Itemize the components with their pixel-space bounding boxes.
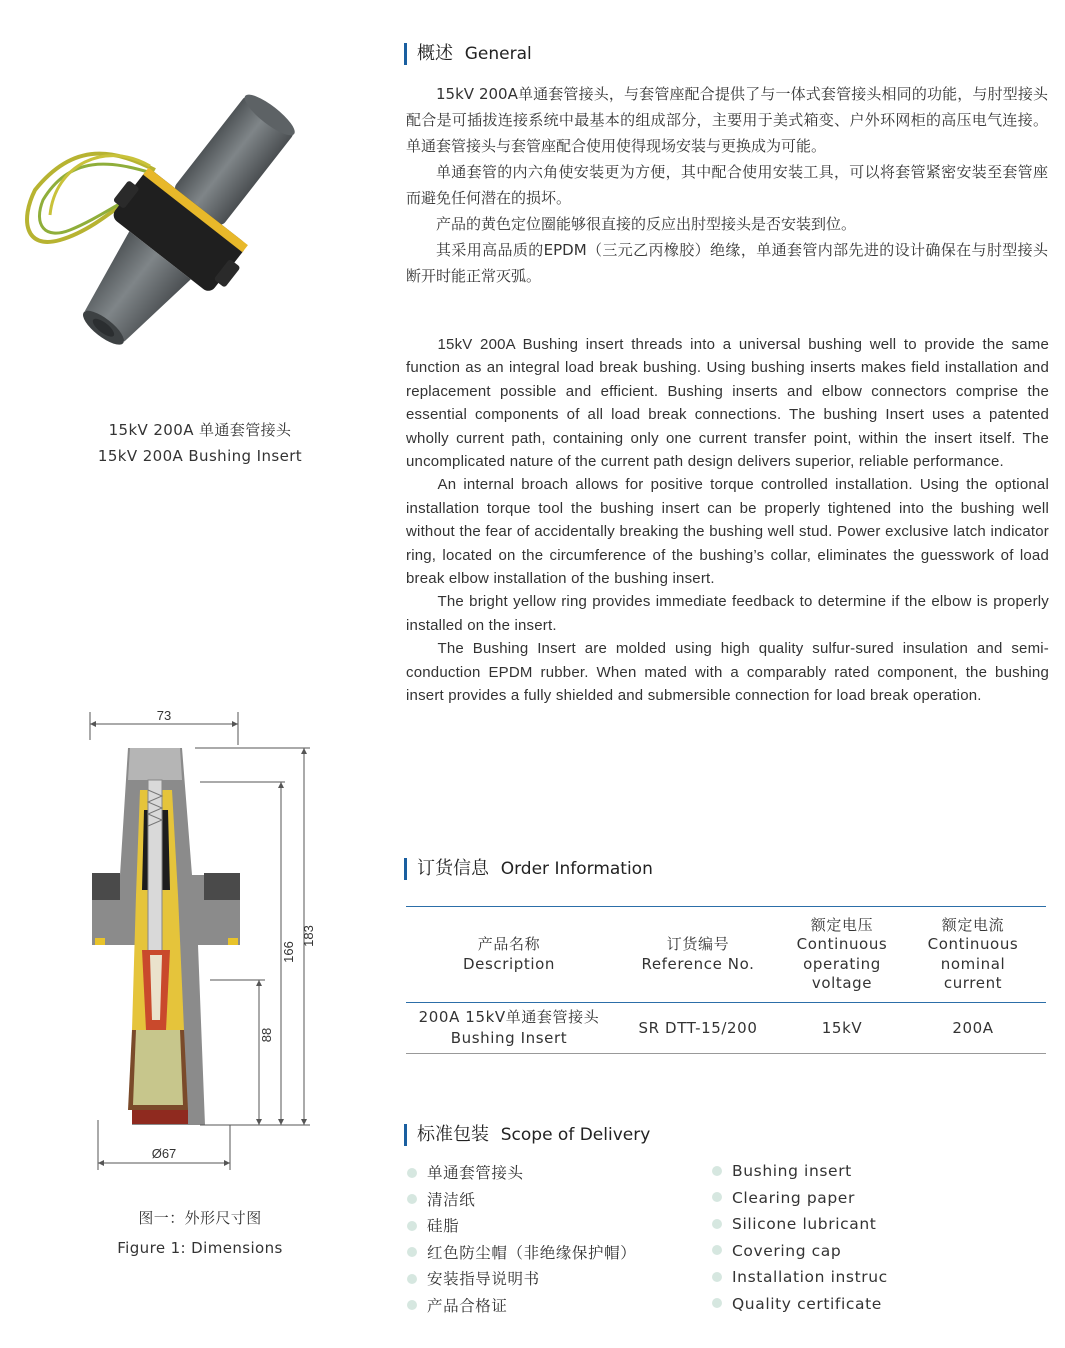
figure-caption-cn: 图一：外形尺寸图	[138, 1209, 262, 1227]
bullet-icon	[712, 1192, 722, 1202]
order-table-header	[406, 907, 1046, 1003]
cell-voltage: 15kV	[821, 1018, 863, 1037]
list-item: Bushing insert	[712, 1158, 888, 1185]
header-current: 额定电流 Continuous nominal current	[927, 915, 1019, 992]
bullet-icon	[407, 1194, 417, 1204]
general-title-cn: 概述	[417, 43, 453, 64]
general-cn-paragraph: 产品的黄色定位圈能够很直接的反应出肘型接头是否安装到位。	[436, 215, 857, 233]
list-item: 清洁纸	[407, 1187, 636, 1214]
list-item: Clearing paper	[712, 1185, 888, 1212]
order-table-wrap	[406, 906, 1046, 1054]
delivery-title-en: Scope of Delivery	[500, 1125, 651, 1145]
bullet-icon	[407, 1168, 417, 1178]
header-reference: 订货编号 Reference No.	[641, 935, 755, 973]
list-item: Installation instruc	[712, 1264, 888, 1291]
list-item: 单通套管接头	[407, 1160, 636, 1187]
dim-width-top: 73	[156, 708, 172, 723]
bullet-icon	[407, 1247, 417, 1257]
figure-caption-en: Figure 1: Dimensions	[117, 1239, 283, 1257]
general-en-paragraph: The bright yellow ring provides immediate feedback to determine if the elbow is properly installed on the insert.	[406, 593, 1049, 634]
bullet-icon	[712, 1219, 722, 1229]
delivery-list-en	[712, 1158, 888, 1318]
order-section-title	[404, 858, 653, 880]
header-voltage: 额定电压 Continuous operating voltage	[796, 915, 888, 992]
general-en-text	[406, 333, 1049, 708]
list-item: Covering cap	[712, 1238, 888, 1265]
bullet-icon	[712, 1298, 722, 1308]
bullet-icon	[712, 1272, 722, 1282]
order-title-en: Order Information	[500, 859, 653, 879]
product-photo	[15, 70, 345, 370]
general-cn-text	[406, 81, 1048, 289]
list-item: Silicone lubricant	[712, 1211, 888, 1238]
bullet-icon	[712, 1166, 722, 1176]
dim-height-mid: 166	[281, 941, 296, 963]
bullet-icon	[712, 1245, 722, 1255]
product-caption-en: 15kV 200A Bushing Insert	[97, 447, 303, 465]
general-section-title	[404, 43, 532, 65]
list-item: 红色防尘帽（非绝缘保护帽）	[407, 1240, 636, 1267]
general-en-paragraph: The Bushing Insert are molded using high quality sulfur-sured insulation and semi-conduction EPDM rubber. When mated with a comparably rated component, the bushing insert provides a fully shielded and submersible connection for load break operation.	[406, 640, 1049, 705]
cell-description: 200A 15kV单通套管接头 Bushing Insert	[418, 1008, 600, 1047]
general-en-paragraph: 15kV 200A Bushing insert threads into a universal bushing well to provide the same function as an integral load break bushing. Using bushing inserts makes field installation and replacement possible and efficient. Bushing inserts and elbow connectors comprise the essential components of all load break connections. The bushing Insert uses a patented wholly current path, containing only one current transfer point, within the insert itself. The uncomplicated nature of the current path design delivers superior, reliable performance.	[406, 336, 1049, 471]
dim-diameter: Ø67	[151, 1146, 177, 1161]
dim-height-total: 183	[301, 925, 316, 947]
general-en-paragraph: An internal broach allows for positive torque controlled installation. Using the optional installation torque tool the bushing insert can be properly tightened into the bushing well without the fear of accidentally breaking the bushing well stud. Power exclusive latch indicator ring, located on the circumference of the bushing’s collar, eliminates the guesswork of load break elbow installation of the bushing insert.	[406, 476, 1049, 588]
bullet-icon	[407, 1300, 417, 1310]
header-description: 产品名称 Description	[462, 935, 556, 973]
bullet-icon	[407, 1274, 417, 1284]
delivery-section-title	[404, 1124, 650, 1146]
dimension-drawing	[80, 700, 330, 1180]
product-caption-cn: 15kV 200A 单通套管接头	[108, 421, 292, 439]
dim-height-low: 88	[259, 1027, 274, 1043]
general-cn-paragraph: 15kV 200A单通套管接头，与套管座配合提供了与一体式套管接头相同的功能，与肘型接头配合是可插拔连接系统中最基本的组成部分，主要用于美式箱变、户外环网柜的高压电气连接。单通套管接头与套管座配合使用使得现场安装与更换成为可能。	[406, 85, 1048, 155]
cell-current: 200A	[952, 1018, 994, 1037]
list-item: 产品合格证	[407, 1293, 636, 1320]
general-cn-paragraph: 其采用高品质的EPDM（三元乙丙橡胶）绝缘，单通套管内部先进的设计确保在与肘型接头断开时能正常灭弧。	[406, 241, 1048, 285]
list-item: 安装指导说明书	[407, 1266, 636, 1293]
delivery-title-cn: 标准包装	[417, 1124, 489, 1145]
general-title-en: General	[464, 44, 532, 64]
general-cn-paragraph: 单通套管的内六角使安装更为方便，其中配合使用安装工具，可以将套管紧密安装至套管座而避免任何潜在的损坏。	[406, 163, 1048, 207]
list-item: 硅脂	[407, 1213, 636, 1240]
delivery-list-cn	[407, 1160, 636, 1320]
list-item: Quality certificate	[712, 1291, 888, 1318]
order-title-cn: 订货信息	[417, 858, 489, 879]
order-table	[406, 906, 1046, 1054]
bullet-icon	[407, 1221, 417, 1231]
table-row	[406, 1003, 1046, 1054]
cell-reference: SR DTT-15/200	[638, 1018, 758, 1037]
